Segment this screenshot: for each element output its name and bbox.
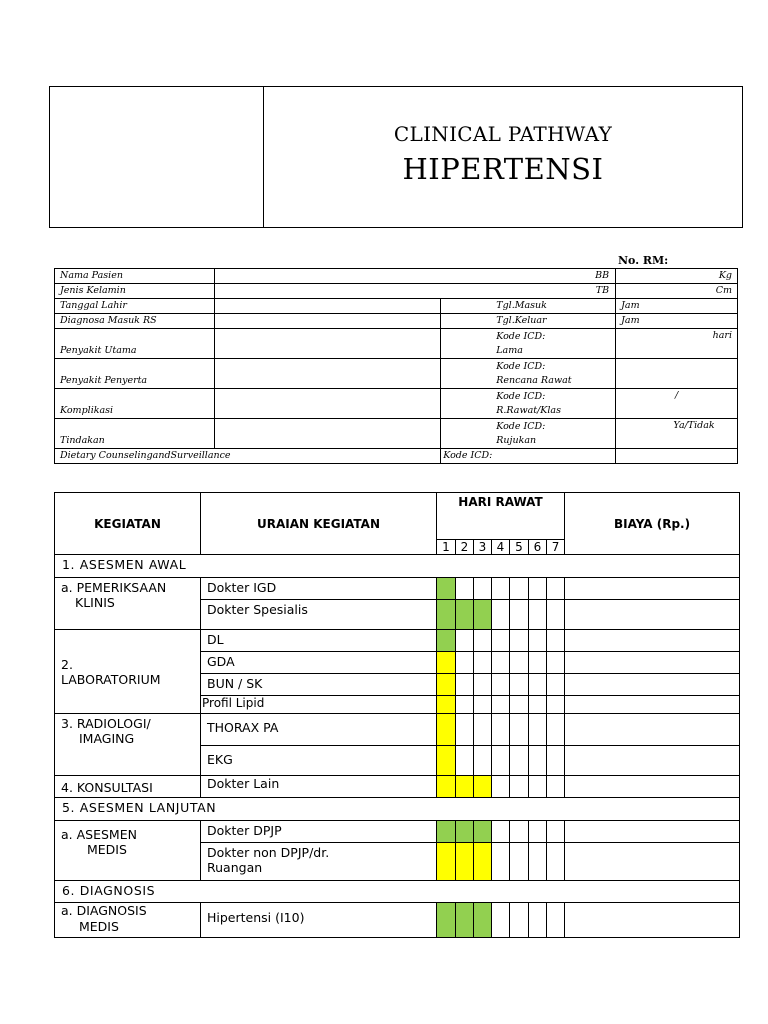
konsultasi-label: 4. KONSULTASI bbox=[55, 776, 201, 798]
section-asesmen-awal: 1. ASESMEN AWAL bbox=[55, 555, 740, 578]
activity-row bbox=[55, 630, 740, 652]
day-cell-green bbox=[437, 903, 456, 938]
section-row bbox=[55, 555, 740, 578]
day-cell bbox=[529, 714, 547, 746]
day-cell-yellow bbox=[437, 746, 456, 776]
header-box bbox=[49, 86, 743, 228]
hari-text: hari bbox=[712, 330, 732, 341]
info-row bbox=[55, 299, 738, 314]
day-number: 7 bbox=[547, 540, 565, 555]
document-title: CLINICAL PATHWAY bbox=[393, 122, 613, 146]
day-cell bbox=[510, 746, 529, 776]
biaya-cell bbox=[565, 903, 740, 938]
kode-icd-label: Kode ICD: bbox=[496, 391, 546, 402]
section-asesmen-lanjutan: 5. ASESMEN LANJUTAN bbox=[55, 798, 740, 821]
day-cell-yellow bbox=[456, 776, 474, 798]
rujukan-value bbox=[616, 419, 738, 449]
col-biaya: BIAYA (Rp.) bbox=[565, 493, 740, 555]
asesmen-medis-label bbox=[55, 821, 201, 881]
day-cell bbox=[529, 630, 547, 652]
day-cell bbox=[456, 696, 474, 714]
day-cell bbox=[547, 843, 565, 881]
penyakit-penyerta-value bbox=[214, 359, 440, 389]
day-cell bbox=[547, 746, 565, 776]
day-number: 4 bbox=[492, 540, 510, 555]
activity-row bbox=[55, 578, 740, 600]
day-number: 2 bbox=[456, 540, 474, 555]
day-cell bbox=[510, 776, 529, 798]
day-cell bbox=[492, 821, 510, 843]
activity-row bbox=[55, 903, 740, 938]
diagnosis-medis-label bbox=[55, 903, 201, 938]
day-cell bbox=[547, 578, 565, 600]
day-cell bbox=[474, 578, 492, 600]
tindakan-label: Tindakan bbox=[55, 419, 215, 449]
label-line: Dokter non DPJP/dr. bbox=[207, 845, 330, 860]
dokter-dpjp: Dokter DPJP bbox=[201, 821, 437, 843]
day-cell bbox=[547, 696, 565, 714]
biaya-cell bbox=[565, 630, 740, 652]
dokter-lain: Dokter Lain bbox=[201, 776, 437, 798]
label-line: IMAGING bbox=[79, 731, 135, 746]
kg-label: Kg bbox=[616, 269, 738, 284]
day-cell-yellow bbox=[437, 652, 456, 674]
lab-bun-sk: BUN / SK bbox=[201, 674, 437, 696]
day-cell bbox=[547, 821, 565, 843]
day-cell bbox=[492, 652, 510, 674]
biaya-cell bbox=[565, 776, 740, 798]
day-cell-yellow bbox=[437, 843, 456, 881]
title-cell bbox=[264, 87, 742, 227]
biaya-cell bbox=[565, 696, 740, 714]
tgl-keluar-label: Tgl.Keluar bbox=[441, 314, 616, 329]
day-cell-yellow bbox=[437, 674, 456, 696]
section-row bbox=[55, 881, 740, 903]
day-cell bbox=[474, 652, 492, 674]
jam-keluar-label: Jam bbox=[616, 314, 738, 329]
radiologi-label bbox=[55, 714, 201, 776]
header-row bbox=[55, 493, 740, 540]
biaya-cell bbox=[565, 843, 740, 881]
label-line: LABORATORIUM bbox=[61, 671, 161, 687]
rawat-klas-value bbox=[616, 389, 738, 419]
label-line: a. DIAGNOSIS bbox=[61, 903, 147, 918]
info-row bbox=[55, 269, 738, 284]
activity-row bbox=[55, 776, 740, 798]
diagnosa-masuk-value bbox=[214, 314, 440, 329]
label-line: a. PEMERIKSAAN bbox=[61, 580, 167, 595]
kode-icd-klas-cell bbox=[441, 389, 616, 419]
label-line: MEDIS bbox=[79, 919, 119, 934]
day-cell-green bbox=[437, 578, 456, 600]
tgl-masuk-label: Tgl.Masuk bbox=[441, 299, 616, 314]
biaya-cell bbox=[565, 600, 740, 630]
day-cell-yellow bbox=[437, 776, 456, 798]
day-cell bbox=[547, 674, 565, 696]
day-cell-yellow bbox=[474, 843, 492, 881]
tanggal-lahir-label: Tanggal Lahir bbox=[55, 299, 215, 314]
komplikasi-value bbox=[214, 389, 440, 419]
thorax-pa: THORAX PA bbox=[201, 714, 437, 746]
penyakit-utama-label: Penyakit Utama bbox=[55, 329, 215, 359]
day-cell bbox=[492, 630, 510, 652]
label-line: a. ASESMEN bbox=[61, 827, 137, 842]
penyakit-utama-value bbox=[214, 329, 440, 359]
day-cell bbox=[492, 746, 510, 776]
day-cell-green bbox=[474, 821, 492, 843]
slash-text: / bbox=[674, 390, 679, 401]
kode-icd-rujukan-cell bbox=[441, 419, 616, 449]
diagnosa-masuk-label: Diagnosa Masuk RS bbox=[55, 314, 215, 329]
day-cell-green bbox=[456, 903, 474, 938]
dokter-spesialis: Dokter Spesialis bbox=[201, 600, 437, 630]
day-cell-green bbox=[456, 821, 474, 843]
day-cell bbox=[492, 843, 510, 881]
day-cell bbox=[456, 746, 474, 776]
biaya-cell bbox=[565, 674, 740, 696]
day-cell bbox=[510, 652, 529, 674]
kode-icd-lama-cell bbox=[441, 329, 616, 359]
biaya-cell bbox=[565, 578, 740, 600]
jam-masuk-label: Jam bbox=[616, 299, 738, 314]
col-hari-rawat: HARI RAWAT bbox=[437, 493, 565, 540]
day-cell bbox=[492, 600, 510, 630]
day-cell-green bbox=[474, 903, 492, 938]
day-cell bbox=[492, 578, 510, 600]
ekg: EKG bbox=[201, 746, 437, 776]
day-cell bbox=[529, 652, 547, 674]
rawat-klas-label: R.Rawat/Klas bbox=[496, 405, 561, 416]
kode-icd-label: Kode ICD: bbox=[496, 331, 546, 342]
day-cell bbox=[547, 776, 565, 798]
day-cell bbox=[529, 696, 547, 714]
info-row bbox=[55, 284, 738, 299]
lab-gda: GDA bbox=[201, 652, 437, 674]
col-uraian: URAIAN KEGIATAN bbox=[201, 493, 437, 555]
nama-pasien-label: Nama Pasien bbox=[55, 269, 215, 284]
day-cell bbox=[510, 674, 529, 696]
label-line: KLINIS bbox=[75, 595, 115, 610]
document-subtitle: HIPERTENSI bbox=[402, 152, 604, 186]
kode-icd-label: Kode ICD: bbox=[496, 361, 546, 372]
day-cell bbox=[529, 674, 547, 696]
day-cell bbox=[492, 903, 510, 938]
info-row bbox=[55, 389, 738, 419]
section-row bbox=[55, 798, 740, 821]
label-line: MEDIS bbox=[87, 842, 127, 857]
day-cell bbox=[547, 600, 565, 630]
day-cell bbox=[492, 714, 510, 746]
lab-dl: DL bbox=[201, 630, 437, 652]
day-cell bbox=[474, 746, 492, 776]
day-cell bbox=[510, 843, 529, 881]
biaya-cell bbox=[565, 746, 740, 776]
rujukan-label: Rujukan bbox=[496, 435, 537, 446]
day-cell bbox=[474, 630, 492, 652]
komplikasi-label: Komplikasi bbox=[55, 389, 215, 419]
day-cell bbox=[510, 903, 529, 938]
kode-icd-label: Kode ICD: bbox=[496, 421, 546, 432]
day-cell bbox=[474, 714, 492, 746]
laboratorium-label bbox=[55, 630, 201, 714]
day-cell bbox=[456, 630, 474, 652]
logo-placeholder bbox=[50, 87, 264, 227]
day-cell bbox=[529, 821, 547, 843]
day-cell bbox=[529, 903, 547, 938]
day-cell bbox=[529, 600, 547, 630]
biaya-cell bbox=[565, 714, 740, 746]
day-cell-yellow bbox=[474, 776, 492, 798]
day-cell-green bbox=[437, 630, 456, 652]
day-cell bbox=[510, 714, 529, 746]
day-number: 3 bbox=[474, 540, 492, 555]
dokter-non-dpjp bbox=[201, 843, 437, 881]
info-row bbox=[55, 419, 738, 449]
lab-profil-lipid: Profil Lipid bbox=[201, 696, 437, 714]
hipertensi-i10: Hipertensi (I10) bbox=[201, 903, 437, 938]
day-cell bbox=[456, 714, 474, 746]
rencana-rawat-label: Rencana Rawat bbox=[496, 375, 572, 386]
label-line: Ruangan bbox=[207, 860, 263, 875]
day-cell bbox=[547, 903, 565, 938]
col-kegiatan: KEGIATAN bbox=[55, 493, 201, 555]
pemeriksaan-klinis-label bbox=[55, 578, 201, 630]
day-cell bbox=[547, 652, 565, 674]
hari-label bbox=[616, 329, 738, 359]
day-cell bbox=[456, 674, 474, 696]
info-row bbox=[55, 329, 738, 359]
day-cell bbox=[529, 843, 547, 881]
tindakan-value bbox=[214, 419, 440, 449]
day-cell-green bbox=[474, 600, 492, 630]
dokter-igd: Dokter IGD bbox=[201, 578, 437, 600]
tb-label: TB bbox=[214, 284, 615, 299]
tanggal-lahir-value bbox=[214, 299, 440, 314]
biaya-cell bbox=[565, 821, 740, 843]
day-number: 5 bbox=[510, 540, 529, 555]
day-number: 1 bbox=[437, 540, 456, 555]
bb-label: BB bbox=[214, 269, 615, 284]
day-cell bbox=[456, 578, 474, 600]
info-row bbox=[55, 314, 738, 329]
ya-tidak-text: Ya/Tidak bbox=[673, 420, 715, 431]
day-cell bbox=[510, 696, 529, 714]
day-cell-yellow bbox=[437, 696, 456, 714]
activity-row bbox=[55, 714, 740, 746]
day-cell bbox=[529, 776, 547, 798]
day-cell bbox=[456, 652, 474, 674]
label-line: 2. bbox=[61, 656, 73, 672]
label-line: 3. RADIOLOGI/ bbox=[61, 716, 151, 731]
section-diagnosis: 6. DIAGNOSIS bbox=[55, 881, 740, 903]
day-cell bbox=[547, 630, 565, 652]
cm-label: Cm bbox=[616, 284, 738, 299]
dietary-label: Dietary CounselingandSurveillance bbox=[55, 449, 441, 464]
activity-row bbox=[55, 821, 740, 843]
no-rm-label: No. RM: bbox=[618, 254, 669, 267]
day-cell bbox=[510, 600, 529, 630]
day-cell-green bbox=[456, 600, 474, 630]
day-cell bbox=[474, 674, 492, 696]
kode-icd-dietary: Kode ICD: bbox=[441, 449, 616, 464]
day-cell-yellow bbox=[437, 714, 456, 746]
jenis-kelamin-label: Jenis Kelamin bbox=[55, 284, 215, 299]
pathway-table bbox=[54, 492, 740, 938]
day-cell bbox=[510, 578, 529, 600]
day-number: 6 bbox=[529, 540, 547, 555]
day-cell-green bbox=[437, 600, 456, 630]
penyakit-penyerta-label: Penyakit Penyerta bbox=[55, 359, 215, 389]
info-row bbox=[55, 449, 738, 464]
day-cell-green bbox=[437, 821, 456, 843]
info-row bbox=[55, 359, 738, 389]
day-cell bbox=[547, 714, 565, 746]
day-cell bbox=[492, 776, 510, 798]
kode-icd-rencana-cell bbox=[441, 359, 616, 389]
patient-info-table bbox=[54, 268, 738, 464]
lama-label: Lama bbox=[496, 345, 523, 356]
day-cell bbox=[510, 821, 529, 843]
rencana-rawat-value bbox=[616, 359, 738, 389]
biaya-cell bbox=[565, 652, 740, 674]
day-cell bbox=[474, 696, 492, 714]
day-cell bbox=[529, 578, 547, 600]
day-cell-yellow bbox=[456, 843, 474, 881]
dietary-value bbox=[616, 449, 738, 464]
day-cell bbox=[510, 630, 529, 652]
day-cell bbox=[529, 746, 547, 776]
day-cell bbox=[492, 674, 510, 696]
day-cell bbox=[492, 696, 510, 714]
